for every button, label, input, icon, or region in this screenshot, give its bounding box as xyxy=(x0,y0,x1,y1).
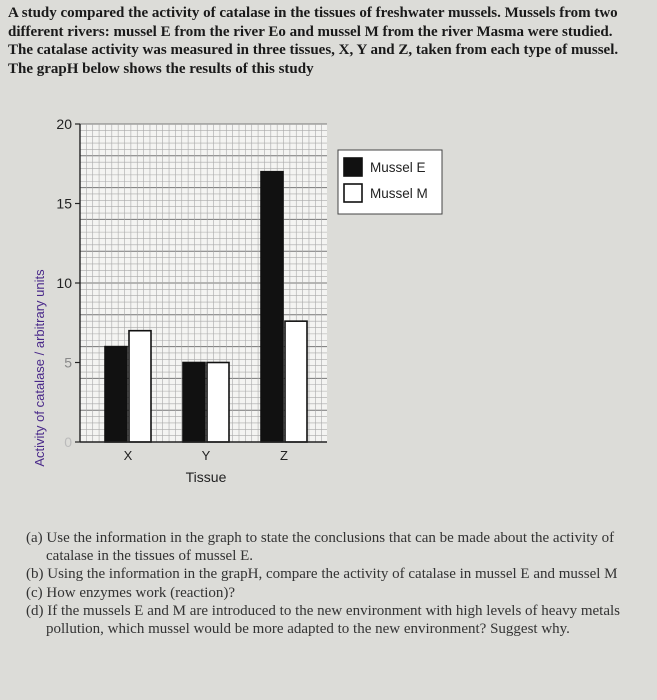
question-c: (c) How enzymes work (reaction)? xyxy=(26,584,236,601)
y-tick-label: 15 xyxy=(56,195,72,212)
question-b: (b) Using the information in the grapH, compare the activity of catalase in mussel E and mussel M xyxy=(26,566,618,582)
y-tick-label: 20 xyxy=(56,116,72,132)
y-tick-label: 5 xyxy=(64,354,72,371)
y-tick-label: 0 xyxy=(64,434,72,450)
chart-legend xyxy=(338,150,442,214)
legend-entry: Mussel E xyxy=(370,160,426,175)
x-tick-label: Y xyxy=(201,448,211,463)
bar-mussel-e-y xyxy=(183,363,205,443)
intro-line: The grapH below shows the results of this study xyxy=(8,60,314,77)
bar-mussel-m-x xyxy=(129,331,151,442)
catalase-bar-chart xyxy=(0,100,657,520)
bar-mussel-e-z xyxy=(261,172,283,442)
question-a: (a) Use the information in the graph to state the conclusions that can be made about the activity of catalase in the tissues of mussel E. xyxy=(26,530,615,564)
legend-swatch xyxy=(344,158,362,176)
legend-entry: Mussel M xyxy=(370,186,428,201)
intro-paragraph xyxy=(8,4,653,78)
y-tick-label: 10 xyxy=(56,275,72,291)
x-tick-label: Z xyxy=(280,448,288,463)
legend-swatch xyxy=(344,184,362,202)
intro-line: different rivers: mussel E from the river Eo and mussel M from the river Masma were studied. xyxy=(8,23,613,40)
bar-mussel-m-z xyxy=(285,321,307,442)
bar-mussel-m-y xyxy=(207,363,229,443)
question-d: (d) If the mussels E and M are introduced to the new environment with high levels of heavy metals pollution, which mussel would be more adapted to the new environment? Suggest why. xyxy=(26,603,621,637)
x-axis-label: Tissue xyxy=(185,469,227,485)
intro-line: The catalase activity was measured in three tissues, X, Y and Z, taken from each type of mussel. xyxy=(8,42,619,58)
question-list xyxy=(26,530,651,639)
bar-mussel-e-x xyxy=(105,347,127,442)
intro-line: A study compared the activity of catalase in the tissues of freshwater mussels. Mussels from two xyxy=(8,5,618,21)
y-axis-label: Activity of catalase / arbitrary units xyxy=(32,269,47,467)
x-tick-label: X xyxy=(123,448,133,463)
